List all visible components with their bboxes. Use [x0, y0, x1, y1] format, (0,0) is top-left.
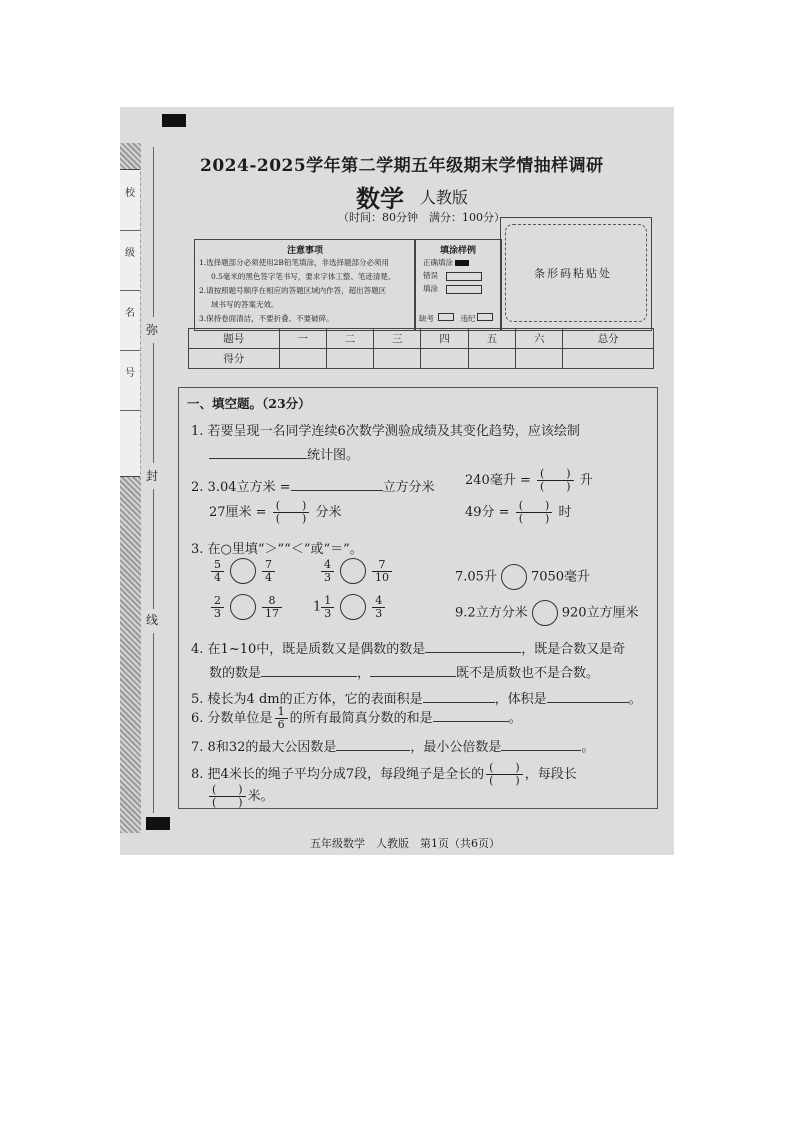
whole-number: 1 [313, 599, 322, 615]
score-header-cell: 二 [326, 329, 373, 349]
question-2d [465, 500, 571, 525]
denominator: 3 [321, 607, 334, 620]
compare-item-3 [455, 564, 590, 590]
question-text: 既不是质数也不是合数。 [456, 666, 600, 681]
numerator: 4 [324, 557, 331, 571]
score-table [188, 328, 654, 369]
question-text: 立方分米 [382, 480, 435, 495]
registration-mark-top [162, 114, 186, 127]
compare-circle[interactable] [532, 600, 558, 626]
score-header-cell: 三 [374, 329, 421, 349]
question-text: 。 [628, 692, 642, 707]
violation-label: 违纪 [460, 314, 476, 323]
answer-paren[interactable]: ( ) [209, 796, 246, 809]
answer-blank[interactable] [336, 739, 410, 751]
question-8-line2 [207, 784, 274, 809]
score-cell[interactable] [516, 349, 563, 369]
correct-fill-label: 正确填涂 [423, 258, 453, 267]
question-2a [191, 476, 435, 495]
compare-circle[interactable] [501, 564, 527, 590]
compare-item-5 [313, 594, 387, 620]
wrong-mark-icon [446, 272, 482, 281]
question-2b [465, 468, 593, 493]
registration-mark-bottom [146, 817, 170, 830]
score-cell[interactable] [374, 349, 421, 369]
page-footer: 五年级数学 人教版 第1页（共6页） [310, 837, 500, 850]
score-header-cell: 六 [516, 329, 563, 349]
denominator: 4 [211, 571, 224, 584]
score-cell[interactable] [279, 349, 326, 369]
question-text: 240毫升 = [465, 473, 531, 488]
answer-blank[interactable] [370, 665, 456, 677]
score-cell[interactable] [326, 349, 373, 369]
answer-paren[interactable]: ( ) [486, 774, 523, 787]
scanned-exam-page [120, 107, 674, 855]
wrong-dot-icon [446, 285, 482, 294]
time-score-info: （时间：80分钟 满分：100分） [338, 211, 505, 224]
compare-left: 9.2立方分米 [455, 605, 528, 621]
answer-blank[interactable] [433, 710, 509, 722]
notice-item: 3.保持卷面清洁，不要折叠、不要破碎。 [199, 314, 334, 323]
compare-item-6 [455, 600, 639, 626]
section-fill-in [178, 387, 658, 809]
question-number: 3. [191, 542, 204, 557]
seal-char-xian: 线 [146, 613, 159, 627]
compare-left: 7.05升 [455, 569, 497, 585]
seal-line [153, 343, 154, 463]
question-text: 升 [579, 473, 593, 488]
barcode-label: 条形码粘贴处 [534, 267, 612, 280]
question-text: 时 [558, 505, 572, 520]
field-char: 号 [125, 368, 135, 379]
answer-paren[interactable]: ( ) [539, 467, 571, 480]
numerator: 4 [375, 593, 383, 607]
filled-box-icon [455, 260, 469, 266]
question-text: 若要呈现一名同学连续6次数学测验成绩及其变化趋势，应该绘制 [207, 424, 580, 439]
question-number: 6. [191, 711, 204, 726]
compare-circle[interactable] [230, 558, 256, 584]
score-header-cell: 总分 [563, 329, 654, 349]
question-number: 5. [191, 692, 204, 707]
compare-item-4 [209, 594, 284, 620]
denominator: 3 [321, 571, 334, 584]
question-number: 7. [191, 740, 204, 755]
notice-box [194, 239, 416, 331]
question-number: 1. [191, 424, 204, 439]
question-text: ，既是合数又是奇 [521, 642, 626, 657]
compare-item-2 [319, 558, 394, 584]
score-header-cell: 四 [421, 329, 468, 349]
seal-line [153, 147, 154, 317]
question-text: ，最小公倍数是 [410, 740, 502, 755]
section-heading: 一、填空题。（23分） [187, 396, 311, 411]
denominator: 17 [262, 607, 282, 620]
answer-blank[interactable] [261, 665, 357, 677]
violation-box[interactable] [477, 313, 493, 321]
question-text: 分米 [315, 505, 342, 520]
answer-paren[interactable]: ( ) [518, 499, 550, 512]
question-1 [191, 420, 580, 439]
score-header-cell: 五 [468, 329, 515, 349]
numerator: 8 [268, 593, 276, 607]
answer-paren[interactable]: ( ) [489, 761, 520, 774]
question-text: 分数单位是 [207, 711, 273, 726]
denominator: 3 [211, 607, 224, 620]
notice-item: 2.请按照题号顺序在相应的答题区域内作答，超出答题区 [199, 286, 387, 295]
seal-char-feng: 封 [146, 469, 159, 483]
answer-blank[interactable] [501, 739, 581, 751]
absent-box[interactable] [438, 313, 454, 321]
notice-item: 域书写的答案无效。 [211, 300, 279, 309]
denominator: 3 [372, 607, 385, 620]
question-text: 米。 [247, 789, 274, 804]
question-text: 。 [508, 711, 522, 726]
edition-label: 人教版 [420, 188, 469, 207]
wrong-fill-label-2: 填涂 [423, 284, 438, 293]
answer-blank[interactable] [209, 447, 307, 459]
numerator: 1 [277, 705, 285, 718]
answer-paren[interactable]: ( ) [275, 499, 307, 512]
numerator: 7 [378, 557, 386, 571]
answer-paren[interactable]: ( ) [212, 783, 243, 796]
question-text: 在○里填“＞”“＜”或“＝”。 [207, 542, 363, 557]
denominator: 4 [262, 571, 275, 584]
question-text: 数的数是 [209, 666, 262, 681]
question-1-line2 [209, 444, 359, 463]
field-char: 级 [125, 248, 135, 259]
compare-circle[interactable] [340, 594, 366, 620]
question-text: 统计图。 [307, 448, 360, 463]
question-number: 2. [191, 480, 204, 495]
question-text: 49分 = [465, 505, 510, 520]
question-7 [191, 736, 594, 755]
notice-item: 0.5毫米的黑色签字笔书写，要求字体工整、笔迹清楚。 [211, 272, 396, 281]
question-text: ，每段长 [524, 767, 577, 782]
numerator: 7 [265, 557, 272, 571]
question-text: ，体积是 [494, 692, 547, 707]
barcode-area [500, 217, 652, 331]
answer-paren[interactable]: ( ) [537, 480, 574, 493]
question-text: 把4米长的绳子平均分成7段，每段绳子是全长的 [207, 767, 485, 782]
question-6 [191, 706, 522, 731]
fill-sample-title: 填涂样例 [439, 246, 476, 256]
question-text: 。 [581, 740, 595, 755]
seal-line [153, 489, 154, 609]
denominator: 6 [275, 718, 288, 731]
barcode-dashed-frame [505, 224, 647, 322]
question-text: ， [357, 666, 371, 681]
question-number: 8. [191, 767, 204, 782]
seal-char-mi: 弥 [146, 323, 159, 337]
answer-paren[interactable]: ( ) [273, 512, 310, 525]
exam-title: 2024-2025学年第二学期五年级期末学情抽样调研 [200, 156, 604, 176]
question-number: 4. [191, 642, 204, 657]
question-text: 27厘米 = [209, 505, 267, 520]
compare-right: 920立方厘米 [561, 605, 639, 621]
score-header-cell: 题号 [189, 329, 280, 349]
answer-blank[interactable] [423, 691, 495, 703]
question-4-line2 [209, 662, 599, 681]
question-text: 8和32的最大公因数是 [207, 740, 337, 755]
compare-circle[interactable] [230, 594, 256, 620]
student-info-field [120, 169, 140, 477]
field-char: 校 [125, 188, 135, 199]
numerator: 1 [324, 593, 332, 607]
score-cell[interactable] [563, 349, 654, 369]
answer-blank[interactable] [291, 479, 383, 491]
notice-item: 1.选择题部分必须使用2B铅笔填涂，非选择题部分必须用 [199, 258, 389, 267]
question-5 [191, 688, 642, 707]
question-3 [191, 538, 363, 557]
question-text: 棱长为4 dm的正方体，它的表面积是 [207, 692, 423, 707]
seal-line [153, 633, 154, 813]
compare-item-1 [209, 558, 277, 584]
answer-blank[interactable] [425, 641, 521, 653]
question-text: 3.04立方米 = [207, 480, 291, 495]
score-cell[interactable] [468, 349, 515, 369]
notice-title: 注意事项 [286, 246, 323, 256]
fill-sample-box [414, 239, 502, 331]
score-cell[interactable] [421, 349, 468, 369]
denominator: 10 [372, 571, 392, 584]
compare-circle[interactable] [340, 558, 366, 584]
score-row-label: 得分 [189, 349, 280, 369]
absent-label: 缺考 [419, 314, 434, 323]
compare-right: 7050毫升 [530, 569, 591, 585]
question-2c [209, 500, 341, 525]
question-4 [191, 638, 625, 657]
subject-title: 数学 [356, 184, 404, 213]
numerator: 5 [214, 557, 221, 571]
question-text: 的所有最简真分数的和是 [289, 711, 433, 726]
score-header-cell: 一 [279, 329, 326, 349]
answer-paren[interactable]: ( ) [516, 512, 553, 525]
wrong-fill-label: 错误 [423, 271, 438, 280]
numerator: 2 [214, 593, 221, 607]
question-text: 在1~10中，既是质数又是偶数的数是 [207, 642, 426, 657]
answer-blank[interactable] [547, 691, 629, 703]
field-char: 名 [125, 308, 135, 319]
